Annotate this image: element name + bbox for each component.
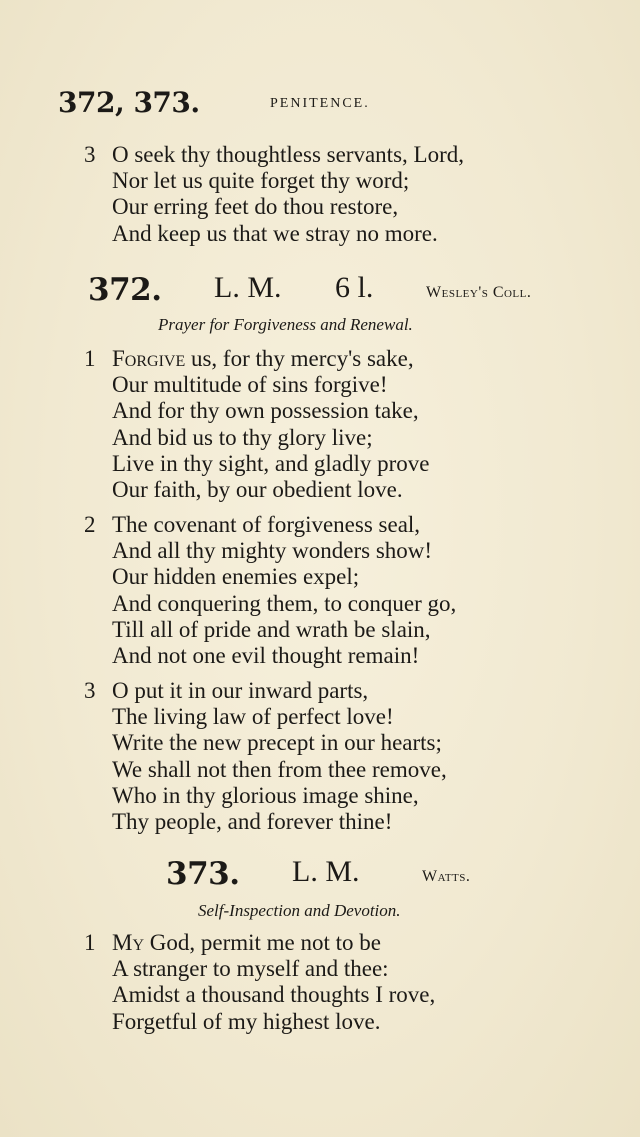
hymn-title: Self-Inspection and Devotion. (198, 901, 401, 920)
hymn-source: Wesley's Coll. (426, 284, 532, 301)
stanza-line: Our faith, by our obedient love. (112, 477, 403, 503)
hymn-lines-note: 6 l. (335, 271, 374, 304)
hymn-372-heading (0, 272, 640, 312)
stanza-line: 1 My God, permit me not to be (84, 930, 382, 955)
hymn-number: 373. (166, 856, 240, 892)
hymn-meter: L. M. (292, 855, 360, 888)
stanza-line: And conquering them, to conquer go, (112, 590, 457, 616)
stanza-line: We shall not then from thee remove, (112, 756, 447, 782)
hymn-number: 372. (88, 272, 162, 308)
hymn-372-stanza-3 (84, 678, 447, 835)
hymn-373-heading (0, 856, 640, 896)
stanza-line: And keep us that we stray no more. (112, 220, 438, 246)
stanza-line: Forgetful of my highest love. (112, 1008, 381, 1034)
stanza-line: Our multitude of sins forgive! (112, 372, 388, 398)
stanza-line: 2 The covenant of forgiveness seal, (84, 512, 421, 537)
stanza-line: And not one evil thought remain! (112, 643, 420, 669)
stanza-line: Write the new precept in our hearts; (112, 730, 442, 756)
hymn-title: Prayer for Forgiveness and Renewal. (158, 315, 413, 334)
running-head: PENITENCE. (270, 96, 370, 111)
stanza-line: Who in thy glorious image shine, (112, 782, 419, 808)
hymn-372-stanza-1 (84, 346, 429, 503)
stanza-line: 1 Forgive us, for thy mercy's sake, (84, 346, 414, 371)
stanza-line: A stranger to myself and thee: (112, 956, 389, 982)
page-numbers: 372, 373. (58, 86, 200, 119)
continuation-stanza (84, 142, 464, 247)
stanza-line: Our erring feet do thou restore, (112, 194, 399, 220)
stanza-line: Thy people, and forever thine! (112, 809, 393, 835)
page-header (58, 86, 582, 126)
stanza-line: And bid us to thy glory live; (112, 424, 373, 450)
hymn-source: Watts. (422, 868, 471, 885)
stanza-line: And for thy own possession take, (112, 398, 419, 424)
stanza-line: 3 O put it in our inward parts, (84, 678, 369, 703)
stanza-line: 3 O seek thy thoughtless servants, Lord, (84, 142, 464, 167)
stanza-line: Live in thy sight, and gladly prove (112, 450, 430, 476)
stanza-line: Our hidden enemies expel; (112, 564, 360, 590)
hymn-372-stanza-2 (84, 512, 456, 669)
hymn-meter: L. M. (214, 271, 282, 304)
hymn-373-stanza-1 (84, 930, 435, 1035)
stanza-line: And all thy mighty wonders show! (112, 538, 433, 564)
stanza-line: Till all of pride and wrath be slain, (112, 616, 431, 642)
stanza-line: Nor let us quite forget thy word; (112, 168, 410, 194)
stanza-line: The living law of perfect love! (112, 704, 394, 730)
stanza-line: Amidst a thousand thoughts I rove, (112, 982, 436, 1008)
